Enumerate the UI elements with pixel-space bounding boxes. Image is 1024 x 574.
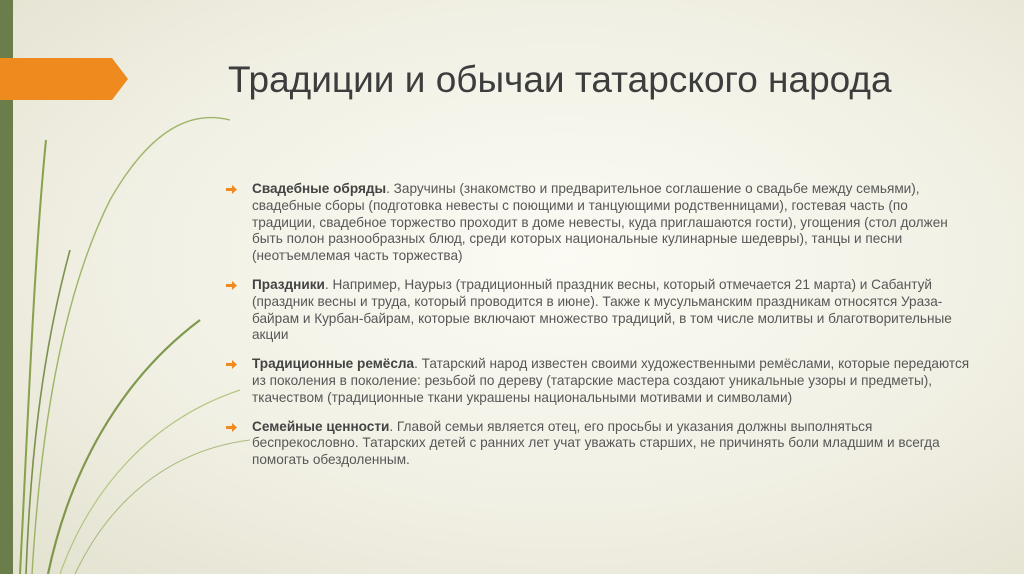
bullet-list — [226, 181, 971, 481]
item-term: Традиционные ремёсла — [252, 356, 415, 372]
arrow-bullet-icon — [226, 423, 237, 432]
item-term: Семейные ценности — [252, 418, 390, 434]
item-term: Праздники — [252, 276, 325, 292]
arrow-bullet-icon — [226, 185, 237, 194]
list-item-crafts — [226, 356, 971, 406]
item-text: . Например, Наурыз (традиционный праздник весны, который отмечается 21 марта) и Сабантуй (праздник весны и труда, который проводится в июне). Также к мусульманским праздникам относятся Ураза-байрам и Курбан-байрам, которые включают множество традиций, в том числе молитвы и благотворительные акции — [252, 276, 952, 343]
list-item-family — [226, 419, 971, 469]
list-item-wedding — [226, 181, 971, 265]
list-item-holidays — [226, 277, 971, 344]
item-text: . Татарский народ известен своими художественными ремёслами, которые передаются из поколения в поколение: резьбой по дереву (татарские мастера создают уникальные узоры и предметы), ткачеством (традиционные ткани украшены национальными мотивами и символами) — [252, 356, 970, 405]
item-term: Свадебные обряды — [252, 181, 387, 196]
arrow-bullet-icon — [226, 281, 237, 290]
item-text: . Заручины (знакомство и предварительное соглашение о свадьбе между семьями), свадебные сборы (подготовка невесты с поющими и танцующими родственницами), гостевая часть (по традиции, свадебное торжество проходит в доме невесты, куда приглашаются гости), угощения (стол должен быть полон разнообразных блюд, среди которых национальные кулинарные шедевры), танцы и песни (неотъемлемая часть торжества) — [252, 181, 948, 264]
orange-arrow-tab — [0, 58, 128, 100]
item-text: . Главой семьи является отец, его просьбы и указания должны выполняться беспрекословно. Татарских детей с ранних лет учат уважать старших, не причинять боли младшим и всегда помогать обездоленным. — [252, 418, 940, 468]
arrow-bullet-icon — [226, 360, 237, 369]
slide-title: Традиции и обычаи татарского народа — [228, 59, 892, 100]
